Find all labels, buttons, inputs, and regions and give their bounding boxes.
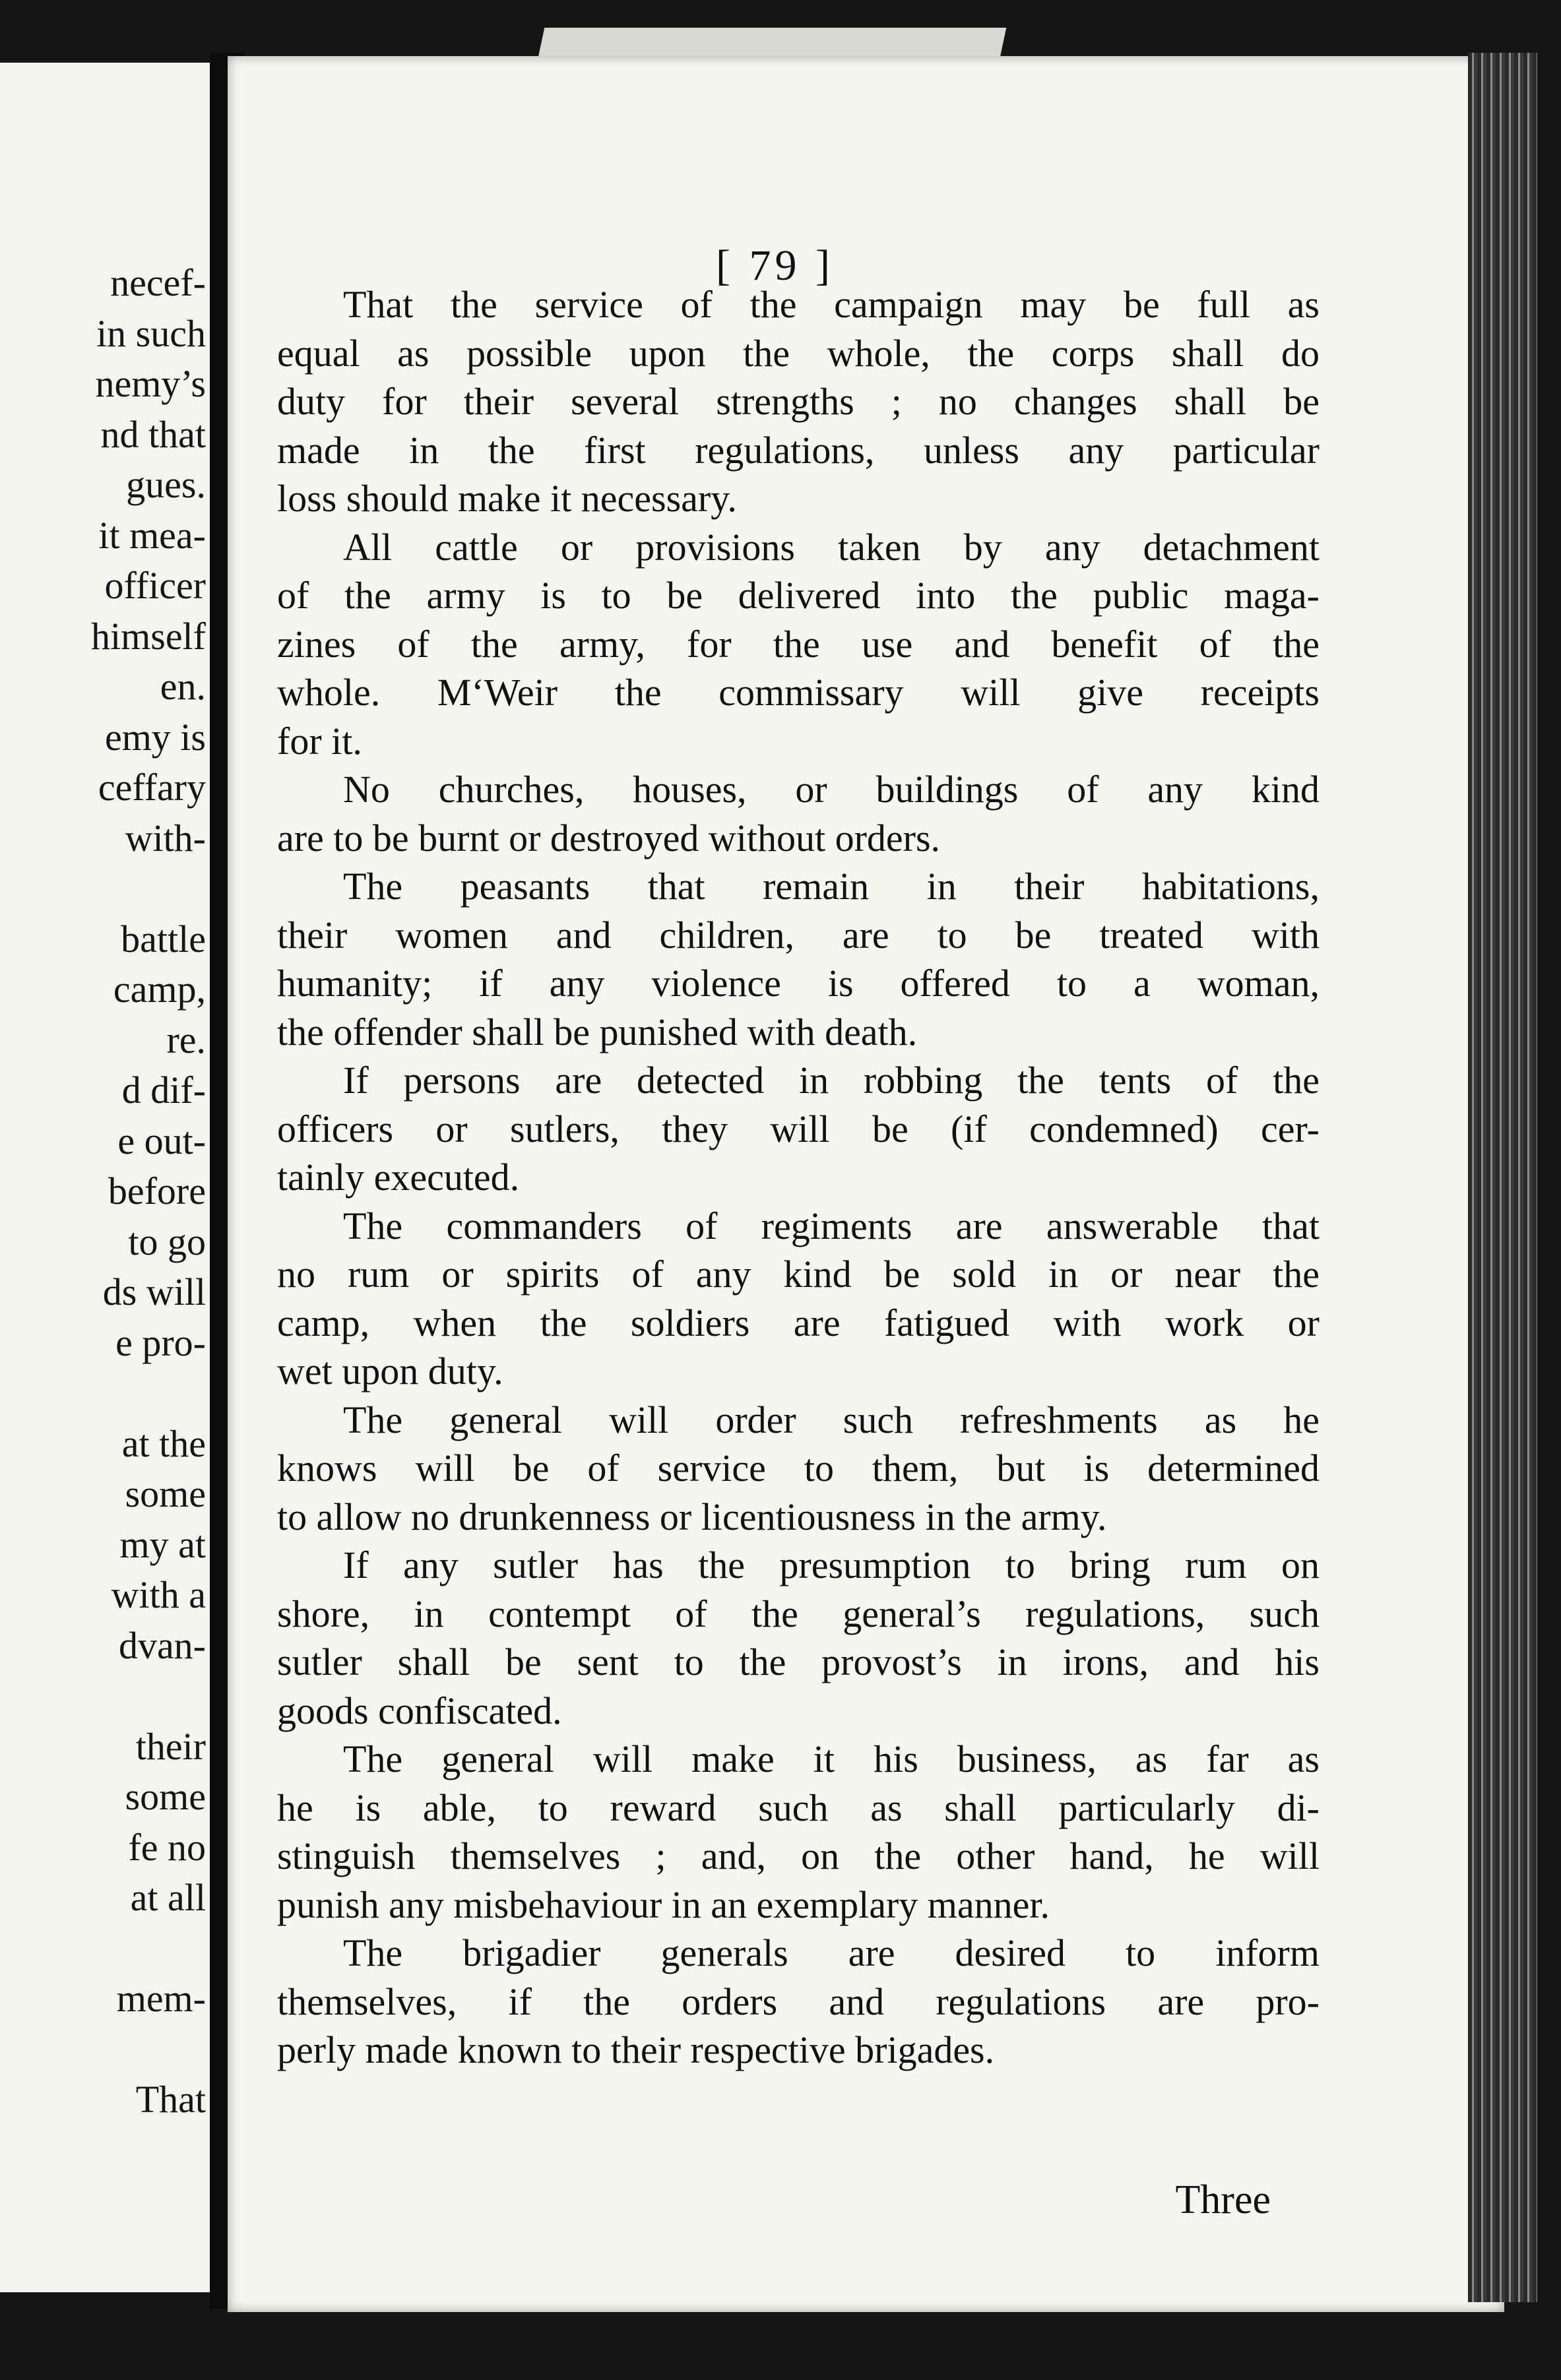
text-line: made in the first regulations, unless any particular bbox=[277, 428, 1320, 472]
facing-page-line: camp, bbox=[113, 968, 206, 1011]
catchword: Three bbox=[1175, 2177, 1271, 2222]
text-line: wet upon duty. bbox=[277, 1350, 503, 1393]
text-line: their women and children, are to be treated with bbox=[277, 913, 1320, 956]
text-line: the offender shall be punished with death. bbox=[277, 1010, 918, 1053]
facing-page-line: to go bbox=[128, 1220, 206, 1263]
facing-page-line: with- bbox=[125, 816, 206, 860]
text-line: knows will be of service to them, but is determined bbox=[277, 1447, 1320, 1489]
facing-page-line: himself bbox=[91, 614, 206, 658]
paragraph bbox=[277, 765, 1320, 862]
page-edges-stack bbox=[1468, 53, 1537, 2302]
text-line: of the army is to be delivered into the public maga- bbox=[277, 574, 1320, 617]
facing-page-line: necef- bbox=[110, 261, 206, 304]
text-line: to allow no drunkenness or licentiousness in the army. bbox=[277, 1495, 1107, 1538]
facing-page-line: ceffary bbox=[98, 766, 206, 809]
facing-page-line: dvan- bbox=[118, 1623, 206, 1667]
facing-page-line: nemy’s bbox=[95, 362, 206, 405]
text-line: zines of the army, for the use and benefit of the bbox=[277, 622, 1320, 666]
text-line: All cattle or provisions taken by any detachment bbox=[343, 525, 1320, 569]
paragraph bbox=[277, 1735, 1320, 1929]
facing-page-line: emy is bbox=[104, 715, 206, 759]
facing-page-line: re. bbox=[166, 1018, 206, 1061]
text-line: shore, in contempt of the general’s regulations, such bbox=[277, 1592, 1320, 1635]
text-line: humanity; if any violence is offered to a woman, bbox=[277, 962, 1320, 1005]
paragraph bbox=[277, 280, 1320, 523]
text-line: officers or sutlers, they will be (if condemned) cer- bbox=[277, 1107, 1320, 1150]
text-line: themselves, if the orders and regulations are pro- bbox=[277, 1980, 1320, 2023]
paragraph bbox=[277, 523, 1320, 766]
text-line: perly made known to their respective brigades. bbox=[277, 2028, 995, 2071]
facing-page-line: ds will bbox=[102, 1270, 206, 1313]
text-line: If persons are detected in robbing the tents of the bbox=[343, 1059, 1320, 1102]
text-line: The brigadier generals are desired to inform bbox=[343, 1931, 1320, 1974]
text-line: The general will make it his business, as far as bbox=[343, 1738, 1320, 1780]
facing-page-line: e out- bbox=[117, 1119, 206, 1162]
text-line: No churches, houses, or buildings of any kind bbox=[343, 768, 1320, 811]
facing-page-line: gues. bbox=[126, 463, 206, 506]
facing-page-line: fe no bbox=[128, 1825, 206, 1869]
facing-page-line: their bbox=[135, 1724, 206, 1768]
page-number: [ 79 ] bbox=[716, 241, 834, 290]
facing-page-line: at the bbox=[121, 1422, 206, 1465]
text-line: whole. M‘Weir the commissary will give receipts bbox=[277, 671, 1320, 714]
paragraph bbox=[277, 1541, 1320, 1735]
text-line: he is able, to reward such as shall particularly di- bbox=[277, 1786, 1320, 1829]
facing-page-line: some bbox=[125, 1775, 206, 1818]
text-line: goods confiscated. bbox=[277, 1689, 562, 1732]
paragraph bbox=[277, 862, 1320, 1056]
facing-page-line: officer bbox=[104, 564, 206, 607]
text-line: The general will order such refreshments as he bbox=[343, 1398, 1320, 1441]
paragraph bbox=[277, 1056, 1320, 1202]
text-line: punish any misbehaviour in an exemplary manner. bbox=[277, 1883, 1050, 1926]
facing-page-line: it mea- bbox=[98, 513, 206, 557]
facing-page-line: mem- bbox=[116, 1977, 206, 2020]
facing-page-line: with a bbox=[111, 1573, 206, 1616]
text-line: for it. bbox=[277, 719, 362, 763]
text-line: If any sutler has the presumption to bring rum on bbox=[343, 1544, 1320, 1586]
facing-page-left bbox=[0, 63, 210, 2292]
facing-page-line: e pro- bbox=[115, 1321, 206, 1364]
text-line: The commanders of regiments are answerable that bbox=[343, 1204, 1320, 1247]
facing-page-line: battle bbox=[121, 917, 206, 960]
facing-page-line: before bbox=[108, 1170, 206, 1212]
paragraph bbox=[277, 1929, 1320, 2075]
text-line: duty for their several strengths ; no changes shall be bbox=[277, 380, 1320, 423]
text-line: stinguish themselves ; and, on the other hand, he will bbox=[277, 1834, 1320, 1877]
text-line: That the service of the campaign may be full as bbox=[343, 283, 1320, 326]
facing-page-line: en. bbox=[160, 665, 206, 708]
facing-page-line: That bbox=[135, 2078, 206, 2121]
paragraph bbox=[277, 1202, 1320, 1396]
text-line: no rum or spirits of any kind be sold in or near the bbox=[277, 1253, 1320, 1296]
page-body-text bbox=[277, 280, 1320, 2075]
text-line: are to be burnt or destroyed without orders. bbox=[277, 816, 941, 860]
facing-page-line: d dif- bbox=[121, 1069, 206, 1112]
text-line: sutler shall be sent to the provost’s in irons, and his bbox=[277, 1641, 1320, 1683]
facing-page-line: my at bbox=[119, 1522, 206, 1566]
paragraph bbox=[277, 1396, 1320, 1542]
text-line: loss should make it necessary. bbox=[277, 477, 737, 520]
facing-page-line: some bbox=[125, 1472, 206, 1515]
text-line: tainly executed. bbox=[277, 1156, 520, 1199]
facing-page-line: at all bbox=[130, 1876, 206, 1919]
text-line: The peasants that remain in their habitations, bbox=[343, 865, 1320, 908]
text-line: camp, when the soldiers are fatigued with work or bbox=[277, 1301, 1320, 1344]
facing-page-line: nd that bbox=[100, 412, 206, 456]
text-line: equal as possible upon the whole, the corps shall do bbox=[277, 331, 1320, 375]
facing-page-line: in such bbox=[96, 311, 206, 355]
